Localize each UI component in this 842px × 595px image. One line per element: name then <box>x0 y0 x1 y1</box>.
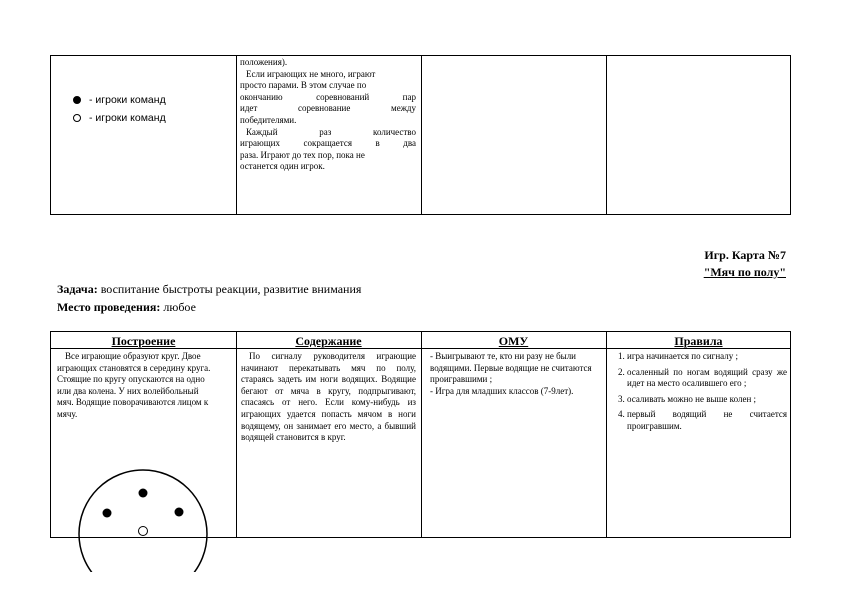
column-divider <box>421 56 422 214</box>
text-line: идет соревнование между <box>240 103 416 114</box>
legend-item-empty <box>73 112 166 124</box>
text-line: окончанию соревнований пар <box>240 91 416 102</box>
column-divider <box>606 56 607 214</box>
column-divider <box>421 332 422 537</box>
column-divider <box>606 332 607 537</box>
player-dot <box>175 508 184 517</box>
empty-circle-icon <box>73 114 81 122</box>
card-number: Игр. Карта №7 <box>704 248 786 262</box>
rule-item: 2. осаленный по ногам водящий сразу же идет на место осалившего его ; <box>627 367 787 390</box>
header-omu: ОМУ <box>498 334 529 348</box>
player-dot <box>103 509 112 518</box>
place-text: любое <box>160 300 196 314</box>
construction-text: Все играющие образуют круг. Двое играющих становятся в середину круга. Стоящие по кругу опускаются на одно или два колена. У них волейбольный мяч. Водящие поворачиваются лицом к мячу. <box>57 351 211 419</box>
place-label: Место проведения: <box>57 300 161 314</box>
driver-dot <box>139 527 148 536</box>
rule-item: 1. игра начинается по сигналу ; <box>627 351 787 363</box>
rules-list <box>609 351 787 433</box>
legend-label: - игроки команд <box>89 94 166 106</box>
filled-circle-icon <box>73 96 81 104</box>
content-text: По сигналу руководителя играющие начинают перекатывать мяч по полу, стараясь задеть им ноги водящих. Водящие бегают от мяча в кругу, подпрыгивают, спасаясь от него. Если кому-нибудь из играющих удается попасть мячом в ноги водящему, он занимает его место, а бывший водящей становится в круг. <box>241 351 416 443</box>
text-line: положения). <box>240 57 288 67</box>
rule-item: 4. первый водящий не считается проигравшим. <box>627 409 787 432</box>
header-construction: Построение <box>111 334 176 348</box>
task-label: Задача: <box>57 282 98 296</box>
player-dot <box>139 489 148 498</box>
legend-label: - игроки команд <box>89 112 166 124</box>
task-line <box>57 282 361 297</box>
omu-cell <box>426 351 602 397</box>
circle-outline <box>79 470 207 572</box>
column-divider <box>236 332 237 537</box>
text-line: победителями. <box>240 114 297 125</box>
rule-item: 3. осаливать можно не выше колен ; <box>627 394 787 406</box>
text-line: играющих сокращается в два <box>240 138 416 149</box>
task-text: воспитание быстроты реакции, развитие внимания <box>97 282 362 296</box>
header-rules: Правила <box>674 334 723 348</box>
game-card-table <box>50 331 791 538</box>
text-line: просто парами. В этом случае по <box>240 80 367 91</box>
continued-description <box>240 57 416 173</box>
card-title: "Мяч по полу" <box>703 265 786 279</box>
top-table <box>50 55 791 215</box>
place-line <box>57 300 196 315</box>
omu-item: - Выигрывают те, кто ни разу не были водящими. Первые водящие не считаются проигравшими ; <box>430 351 592 385</box>
omu-item: - Игра для младших классов (7-9лет). <box>430 385 574 396</box>
text-line: останется один игрок. <box>240 161 325 172</box>
header-content: Содержание <box>295 334 362 348</box>
column-divider <box>236 56 237 214</box>
text-line: Каждый раз количество <box>246 126 416 137</box>
text-line: Если играющих не много, играют <box>246 68 376 79</box>
legend-item-filled <box>73 94 166 106</box>
formation-diagram <box>77 462 213 572</box>
rules-cell <box>609 351 787 437</box>
text-line: раза. Играют до тех пор, пока не <box>240 149 365 160</box>
